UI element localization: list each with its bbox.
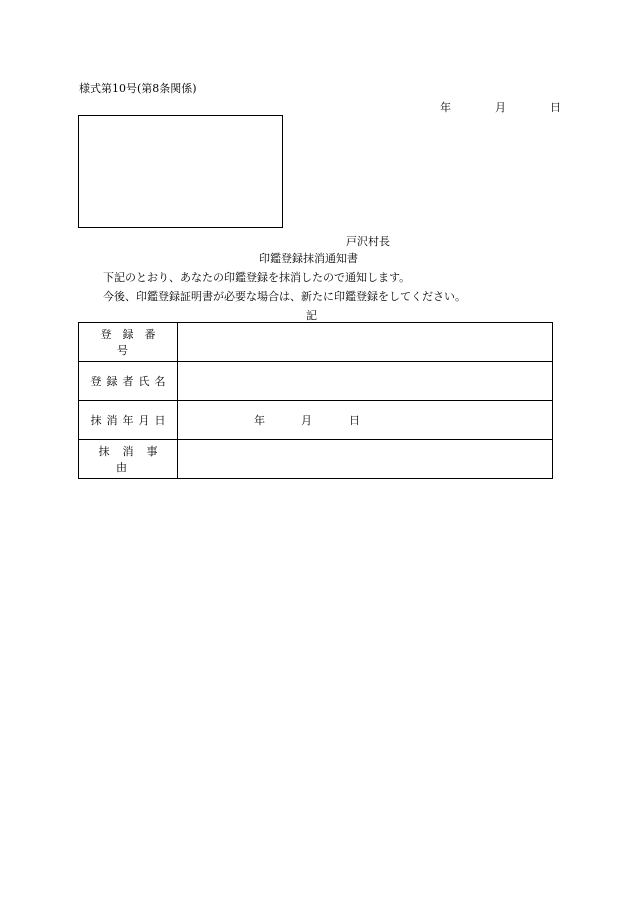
table-row (79, 362, 553, 401)
value-registrant-name (178, 362, 553, 401)
value-registration-number (178, 323, 553, 362)
document-title: 印鑑登録抹消通知書 (259, 252, 358, 265)
table-row (79, 323, 553, 362)
issuer-name: 戸沢村長 (346, 235, 390, 248)
label-cancellation-reason: 抹消事由 (79, 440, 178, 479)
cancel-date-day: 日 (349, 414, 360, 427)
body-line-1: 下記のとおり、あなたの印鑑登録を抹消したので通知します。 (103, 271, 411, 284)
value-cancellation-date (178, 401, 553, 440)
table-row (79, 401, 553, 440)
value-cancellation-reason (178, 440, 553, 479)
ki-heading: 記 (306, 309, 317, 322)
date-year: 年 (440, 101, 451, 114)
photo-box (78, 115, 283, 228)
issue-date (440, 99, 561, 115)
record-table (78, 322, 553, 479)
label-cancellation-date: 抹消年月日 (79, 401, 178, 440)
form-number: 様式第10号(第8条関係) (79, 82, 197, 95)
date-month: 月 (495, 101, 506, 114)
body-line-2: 今後、印鑑登録証明書が必要な場合は、新たに印鑑登録をしてください。 (103, 290, 466, 303)
cancel-date-month: 月 (301, 414, 312, 427)
date-day: 日 (550, 101, 561, 114)
label-registration-number: 登録番号 (79, 323, 178, 362)
label-registrant-name: 登録者氏名 (79, 362, 178, 401)
cancel-date-year: 年 (254, 414, 265, 427)
table-row (79, 440, 553, 479)
